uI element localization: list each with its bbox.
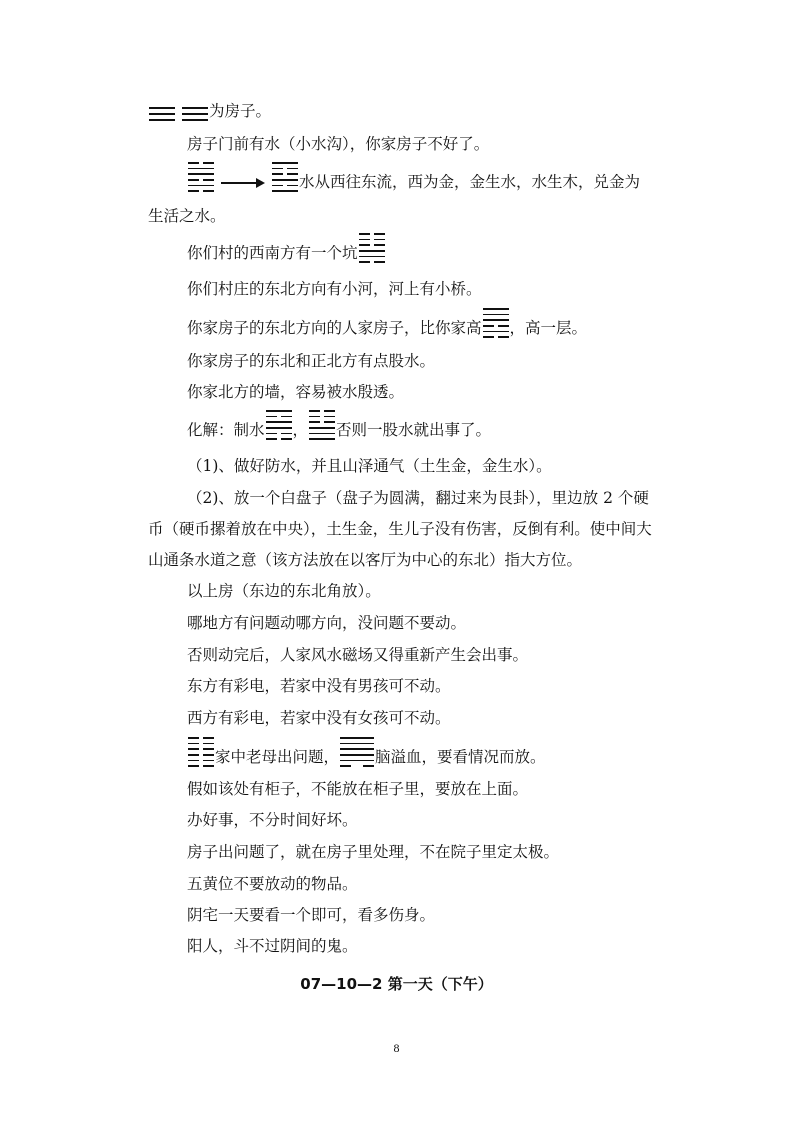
text-line-25: 阴宅一天要看一个即可，看多伤身。	[187, 906, 436, 924]
hexagram-icon	[266, 410, 292, 440]
text-line-17: 否则动完后，人家风水磁场又得重新产生会出事。	[187, 646, 529, 664]
text-line-19: 西方有彩电，若家中没有女孩可不动。	[187, 709, 451, 727]
text-line-3: 水从西往东流，西为金，金生水，水生木，兑金为	[187, 162, 640, 192]
text-line-26: 阳人，斗不过阴间的鬼。	[187, 937, 358, 955]
hexagram-icon	[340, 737, 374, 767]
page-number: 8	[393, 1041, 400, 1055]
text-line-14: 山通条水道之意（该方法放在以客厅为中心的东北）指大方位。	[148, 551, 583, 569]
text-line-16: 哪地方有问题动哪方向，没问题不要动。	[187, 614, 467, 632]
text-line-9: 你家北方的墙，容易被水殷透。	[187, 383, 405, 401]
text-line-7: 你家房子的东北方向的人家房子，比你家高 ，高一层。	[187, 308, 587, 338]
hexagram-icon	[188, 162, 214, 192]
hexagram-icon	[483, 308, 509, 338]
text-line-12: （2)、放一个白盘子（盘子为圆满，翻过来为艮卦），里边放 2 个硬	[187, 489, 649, 507]
text-line-8: 你家房子的东北和正北方有点股水。	[187, 352, 436, 370]
text-line-4: 生活之水。	[148, 207, 226, 225]
text-line-5: 你们村的西南方有一个坑	[187, 233, 386, 263]
hexagram-icon	[272, 162, 298, 192]
text-line-24: 五黄位不要放动的物品。	[187, 875, 358, 893]
section-heading: 07—10—2 第一天（下午）	[300, 975, 493, 993]
text-line-20: 家中老母出问题， 脑溢血，要看情况而放。	[187, 737, 546, 767]
trigram-icon	[182, 107, 208, 121]
hexagram-icon	[359, 233, 385, 263]
text-line-15: 以上房（东边的东北角放）。	[187, 582, 381, 600]
text-line-10: 化解：制水 ， 否则一股水就出事了。	[187, 410, 491, 440]
arrow-right-icon	[221, 178, 265, 188]
text-line-2: 房子门前有水（小水沟），你家房子不好了。	[187, 135, 490, 153]
text-line-6: 你们村庄的东北方向有小河，河上有小桥。	[187, 280, 482, 298]
hexagram-icon	[188, 737, 214, 767]
text-line-21: 假如该处有柜子，不能放在柜子里，要放在上面。	[187, 780, 529, 798]
text-line-23: 房子出问题了，就在房子里处理，不在院子里定太极。	[187, 843, 560, 861]
text-line-13: 币（硬币摞着放在中央），土生金，生儿子没有伤害，反倒有利。使中间大	[148, 520, 652, 538]
text-line-18: 东方有彩电，若家中没有男孩可不动。	[187, 677, 451, 695]
hexagram-icon	[309, 410, 335, 440]
text-line-1: 为房子。	[148, 101, 271, 121]
text-line-22: 办好事，不分时间好坏。	[187, 811, 358, 829]
trigram-icon	[149, 107, 175, 121]
text-line-11: （1)、做好防水，并且山泽通气（土生金，金生水）。	[187, 457, 552, 475]
